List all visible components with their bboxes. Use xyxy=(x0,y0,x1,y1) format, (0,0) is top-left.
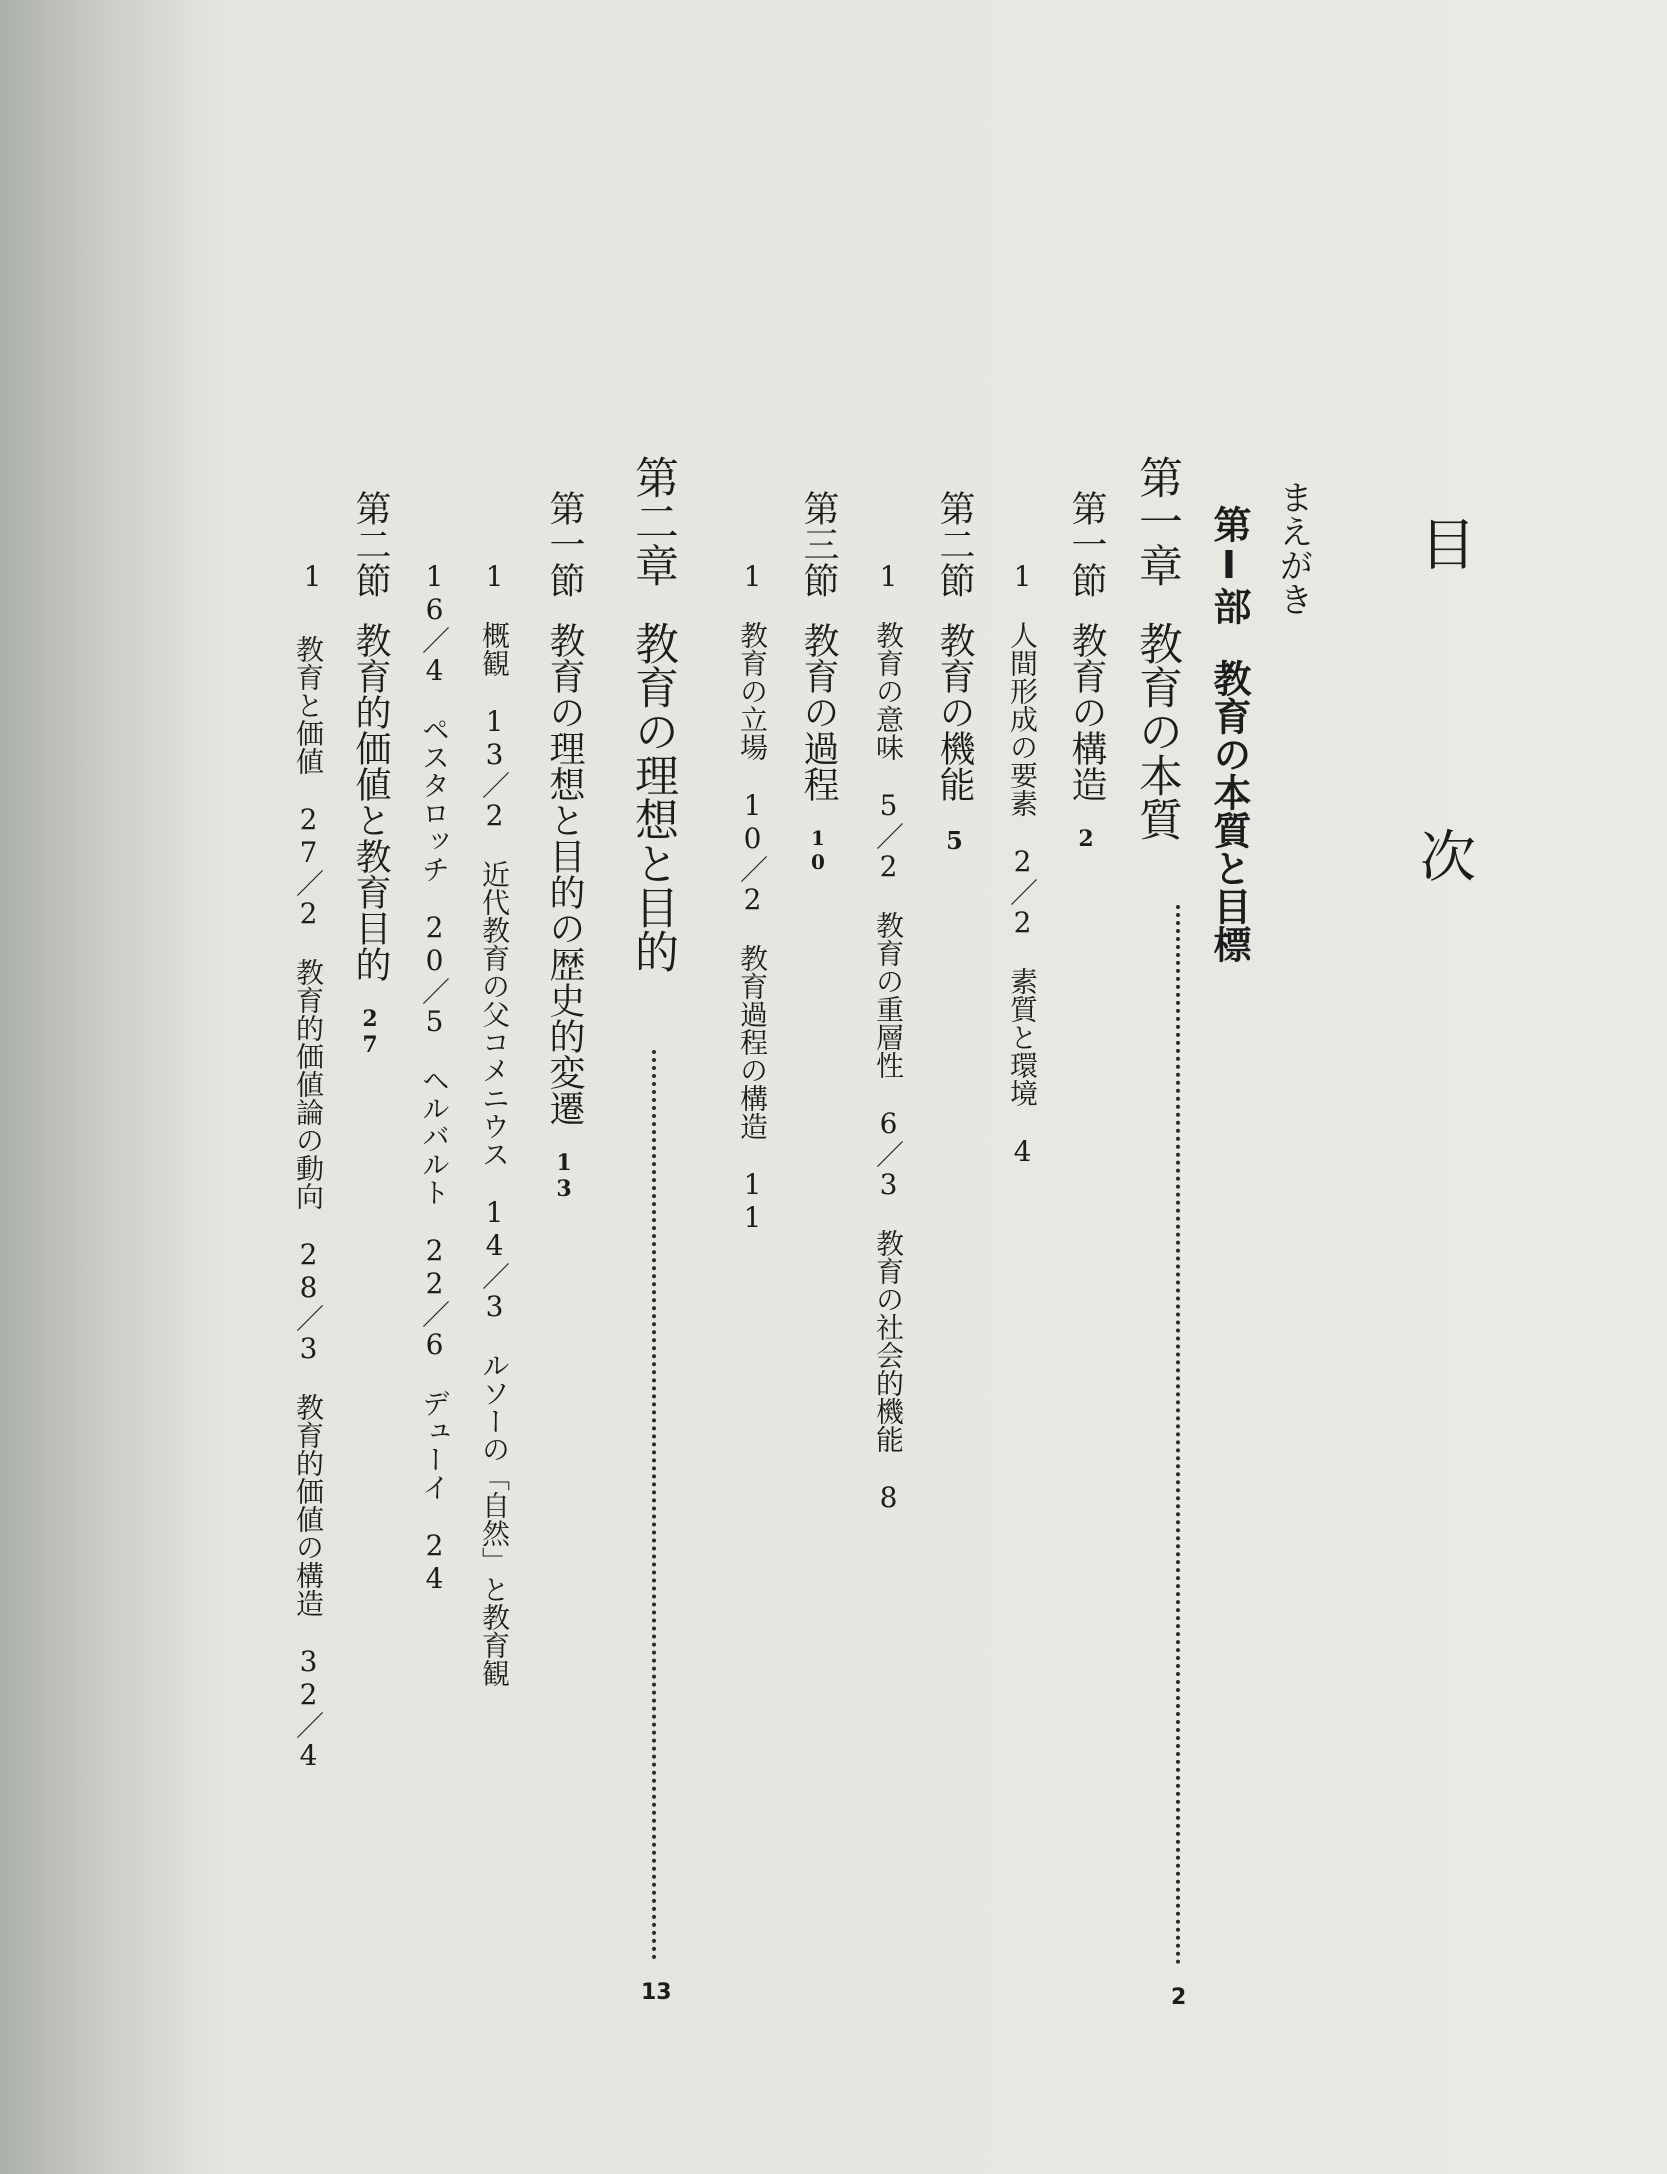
part-title: 教育の本質と目標 xyxy=(1207,659,1251,963)
part-number: 第Ⅰ部 xyxy=(1207,505,1251,625)
section-1-2-heading[interactable]: 第二節教育の機能5 xyxy=(934,490,975,855)
section-1-3-entries: 1 教育の立場 10／2 教育過程の構造 11 xyxy=(736,560,769,1234)
chapter-1-number: 第一章 xyxy=(1131,455,1182,587)
section-1-3-heading[interactable]: 第三節教育の過程10 xyxy=(798,490,839,874)
section-2-1-heading[interactable]: 第一節教育の理想と目的の歴史的変遷13 xyxy=(544,490,585,1202)
section-2-1-entries-line-1: 1 概観 13／2 近代教育の父コメニウス 14／3 ルソーの「自然」と教育観 xyxy=(478,560,511,1687)
toc-title: 目 次 xyxy=(1411,515,1476,983)
section-2-2-entries-line-2: 教育と価値 27／2 教育的価値論の動向 28／3 教育的価値の構造 32／4 xyxy=(292,635,325,1772)
part-heading[interactable] xyxy=(1207,505,1251,963)
section-2-2-entries-line-1: 1 xyxy=(296,560,329,593)
chapter-2-number: 第二章 xyxy=(627,455,678,587)
chapter-2-heading[interactable] xyxy=(627,455,678,973)
chapter-1-page: 2 xyxy=(1171,1985,1187,2010)
section-2-1-entries-line-2: 16／4 ペスタロッチ 20／5 ヘルバルト 22／6 デューイ 24 xyxy=(418,560,451,1595)
chapter-1-leader-dots xyxy=(1176,905,1180,1965)
section-1-1-entries: 1 人間形成の要素 2／2 素質と環境 4 xyxy=(1006,560,1039,1168)
chapter-1-heading[interactable] xyxy=(1131,455,1182,841)
preface-entry[interactable]: まえがき xyxy=(1273,480,1313,616)
chapter-1-title: 教育の本質 xyxy=(1131,621,1182,841)
chapter-2-leader-dots xyxy=(652,1050,656,1960)
section-1-1-heading[interactable]: 第一節教育の構造2 xyxy=(1066,490,1107,852)
section-1-2-entries: 1 教育の意味 5／2 教育の重層性 6／3 教育の社会的機能 8 xyxy=(872,560,905,1514)
section-2-2-heading[interactable]: 第二節教育的価値と教育目的27 xyxy=(350,490,391,1058)
chapter-2-page: 13 xyxy=(641,1980,672,2005)
book-gutter-shadow xyxy=(0,0,220,2174)
chapter-2-title: 教育の理想と目的 xyxy=(627,621,678,973)
